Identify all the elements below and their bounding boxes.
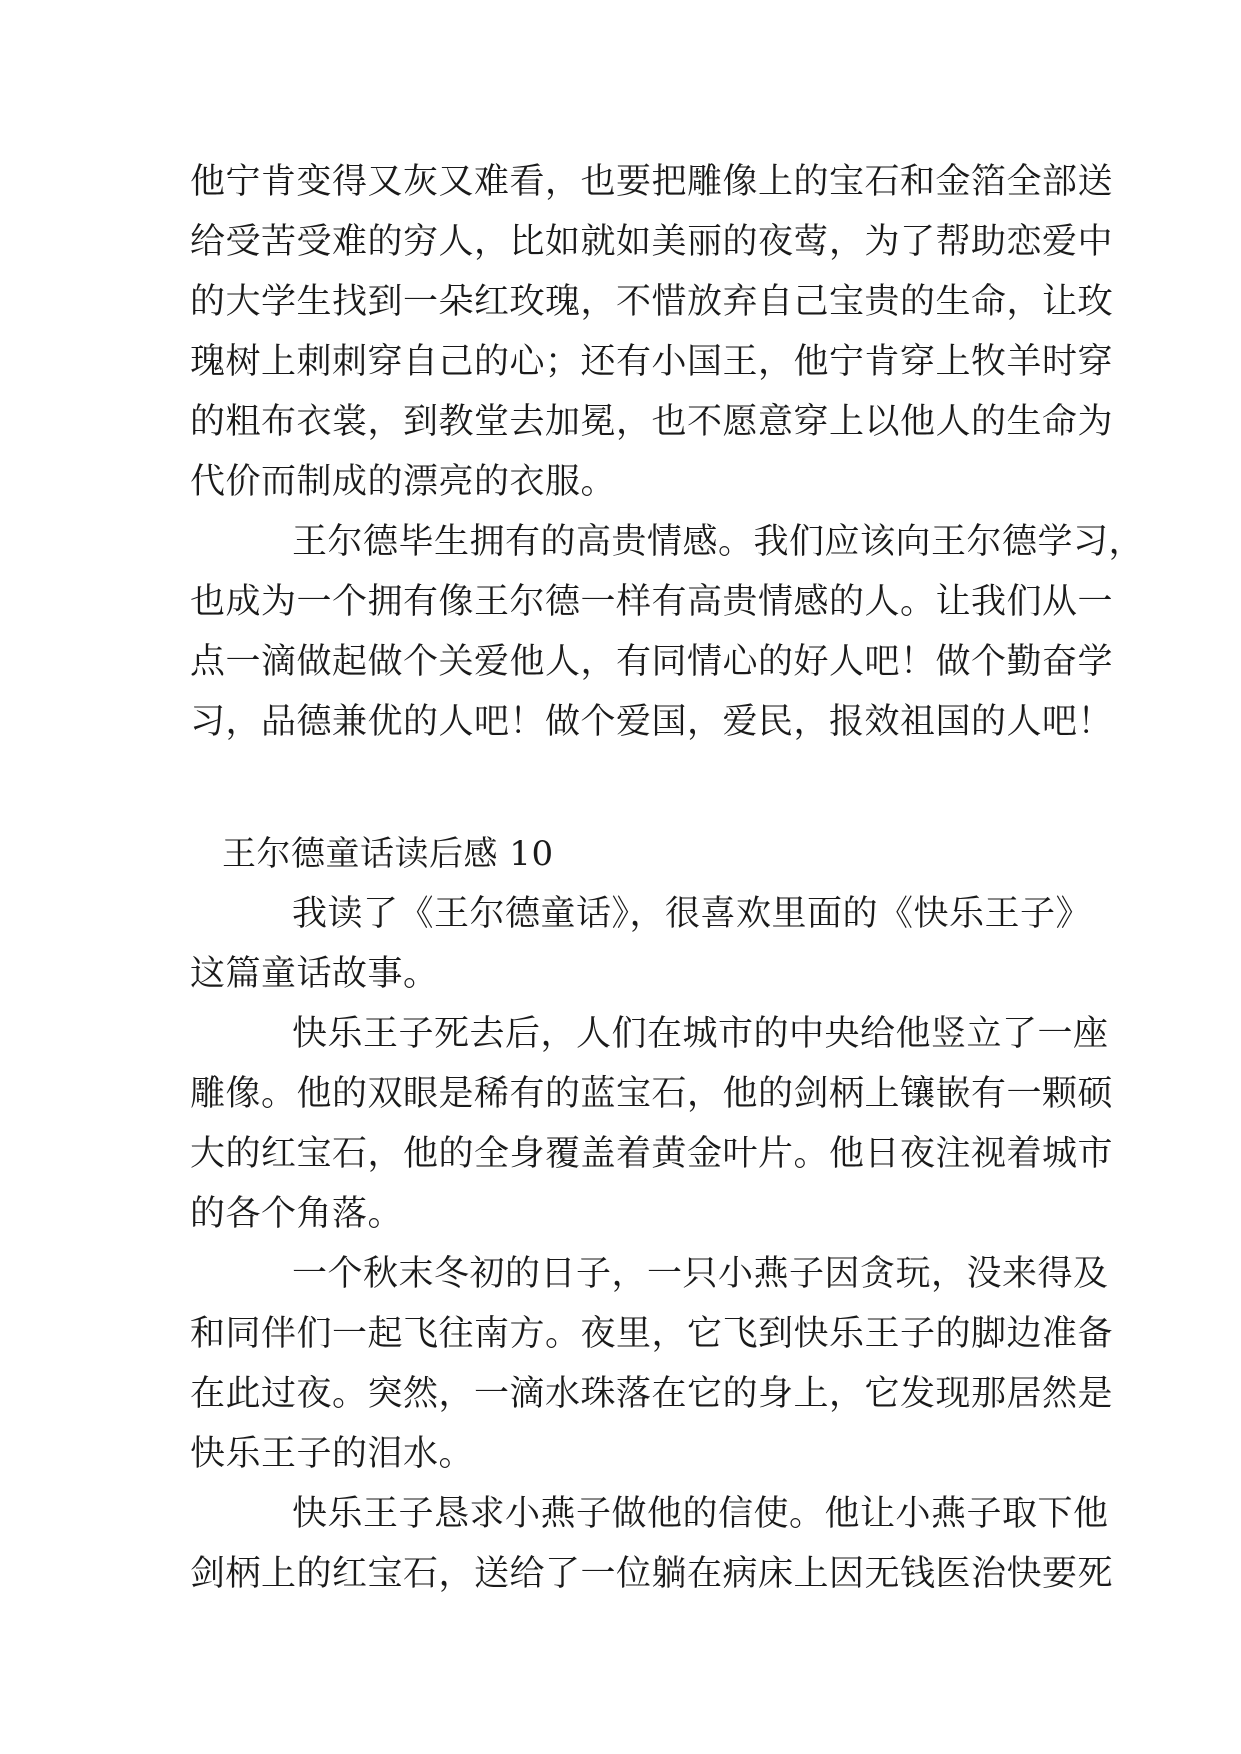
paragraph-line: 王尔德毕生拥有的高贵情感。我们应该向王尔德学习，	[292, 522, 1145, 562]
paragraph	[190, 1004, 1114, 1244]
paragraph-line: 的大学生找到一朵红玫瑰，不惜放弃自己宝贵的生命，让玫	[190, 282, 1114, 322]
paragraph	[190, 884, 1092, 1004]
paragraph	[190, 1244, 1114, 1484]
paragraph-line: 这篇童话故事。	[190, 954, 439, 994]
paragraph-line: 一个秋末冬初的日子，一只小燕子因贪玩，没来得及	[292, 1254, 1109, 1294]
paragraph	[190, 1484, 1114, 1604]
paragraph-line: 快乐王子的泪水。	[190, 1434, 475, 1474]
paragraph-line: 快乐王子死去后，人们在城市的中央给他竖立了一座	[292, 1014, 1109, 1054]
paragraph-line: 习，品德兼优的人吧！做个爱国，爱民，报效祖国的人吧！	[190, 702, 1114, 742]
paragraph-line: 我读了《王尔德童话》，很喜欢里面的《快乐王子》	[292, 894, 1092, 934]
blank-spacer	[190, 752, 1060, 824]
paragraph-line: 点一滴做起做个关爱他人，有同情心的好人吧！做个勤奋学	[190, 642, 1114, 682]
paragraph-line: 剑柄上的红宝石，送给了一位躺在病床上因无钱医治快要死	[190, 1554, 1114, 1594]
paragraph-line: 的各个角落。	[190, 1194, 404, 1234]
paragraph-line: 瑰树上刺刺穿自己的心；还有小国王，他宁肯穿上牧羊时穿	[190, 342, 1114, 382]
paragraph	[190, 512, 1145, 752]
paragraph-line: 也成为一个拥有像王尔德一样有高贵情感的人。让我们从一	[190, 582, 1114, 622]
paragraph-line: 代价而制成的漂亮的衣服。	[190, 462, 617, 502]
paragraph-line: 雕像。他的双眼是稀有的蓝宝石，他的剑柄上镶嵌有一颗硕	[190, 1074, 1114, 1114]
paragraph-line: 给受苦受难的穷人，比如就如美丽的夜莺，为了帮助恋爱中	[190, 222, 1114, 262]
paragraph-line: 大的红宝石，他的全身覆盖着黄金叶片。他日夜注视着城市	[190, 1134, 1114, 1174]
document-body	[190, 152, 1145, 1604]
paragraph	[190, 152, 1114, 512]
paragraph-line: 在此过夜。突然，一滴水珠落在它的身上，它发现那居然是	[190, 1374, 1114, 1414]
paragraph-line: 他宁肯变得又灰又难看，也要把雕像上的宝石和金箔全部送	[190, 162, 1114, 202]
section-title: 王尔德童话读后感 10	[222, 834, 554, 874]
paragraph-line: 的粗布衣裳，到教堂去加冕，也不愿意穿上以他人的生命为	[190, 402, 1114, 442]
paragraph-line: 和同伴们一起飞往南方。夜里，它飞到快乐王子的脚边准备	[190, 1314, 1114, 1354]
paragraph-line: 快乐王子恳求小燕子做他的信使。他让小燕子取下他	[292, 1494, 1109, 1534]
